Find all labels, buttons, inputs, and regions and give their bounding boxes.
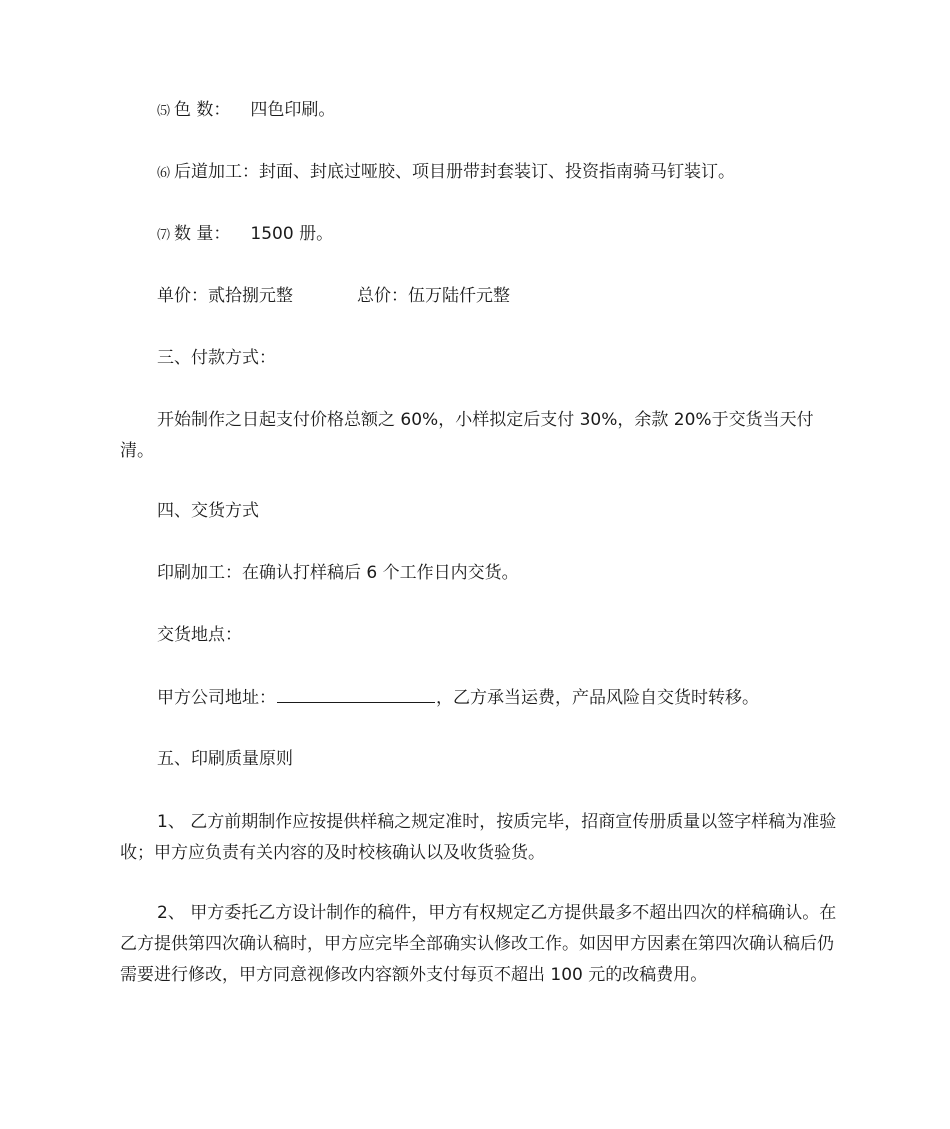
item-value: 封面、封底过哑胶、项目册带封套装订、投资指南骑马钉装订。 [259,162,736,182]
section-heading-payment: 三、付款方式： [157,348,276,368]
address-label: 甲方公司地址： [157,688,276,708]
item-value: 四色印刷。 [250,100,336,120]
quality-paragraph-1: 1、 乙方前期制作应按提供样稿之规定准时，按质完毕，招商宣传册质量以签字样稿为准验收；甲方应负责有关内容的及时校核确认以及收货验货。 [120,812,837,863]
address-blank [277,686,435,703]
section-heading-delivery: 四、交货方式 [157,501,259,521]
item-label: 数 量： [174,224,231,244]
item-label: 色 数： [174,100,231,120]
section-heading-quality: 五、印刷质量原则 [157,749,293,769]
item-quantity [157,223,333,247]
total-price-value: 伍万陆仟元整 [408,286,510,306]
unit-price-value: 贰拾捌元整 [208,286,293,306]
quality-paragraph-2: 2、 甲方委托乙方设计制作的稿件，甲方有权规定乙方提供最多不超出四次的样稿确认。在乙方提供第四次确认稿时，甲方应完毕全部确实认修改工作。如因甲方因素在第四次确认稿后仍需要进行修改，甲方同意视修改内容额外支付每页不超出 100 元的改稿费用。 [120,903,837,985]
item-number: ⑺ [157,228,171,243]
address-tail: ，乙方承当运费，产品风险自交货时转移。 [436,688,759,708]
item-number: ⑹ [157,166,171,181]
item-label: 后道加工： [174,162,260,182]
delivery-print-line: 印刷加工：在确认打样稿后 6 个工作日内交货。 [157,563,519,583]
unit-price-label: 单价： [157,286,208,306]
item-number: ⑸ [157,104,171,119]
price-line [157,285,510,307]
total-price-label: 总价： [357,286,408,306]
item-value: 1500 册。 [250,224,334,244]
item-post-processing [157,161,735,185]
address-line [157,686,759,709]
payment-paragraph: 开始制作之日起支付价格总额之 60%，小样拟定后支付 30%，余款 20%于交货当天付清。 [120,410,814,461]
item-color [157,99,335,123]
delivery-place-label: 交货地点： [157,625,242,645]
